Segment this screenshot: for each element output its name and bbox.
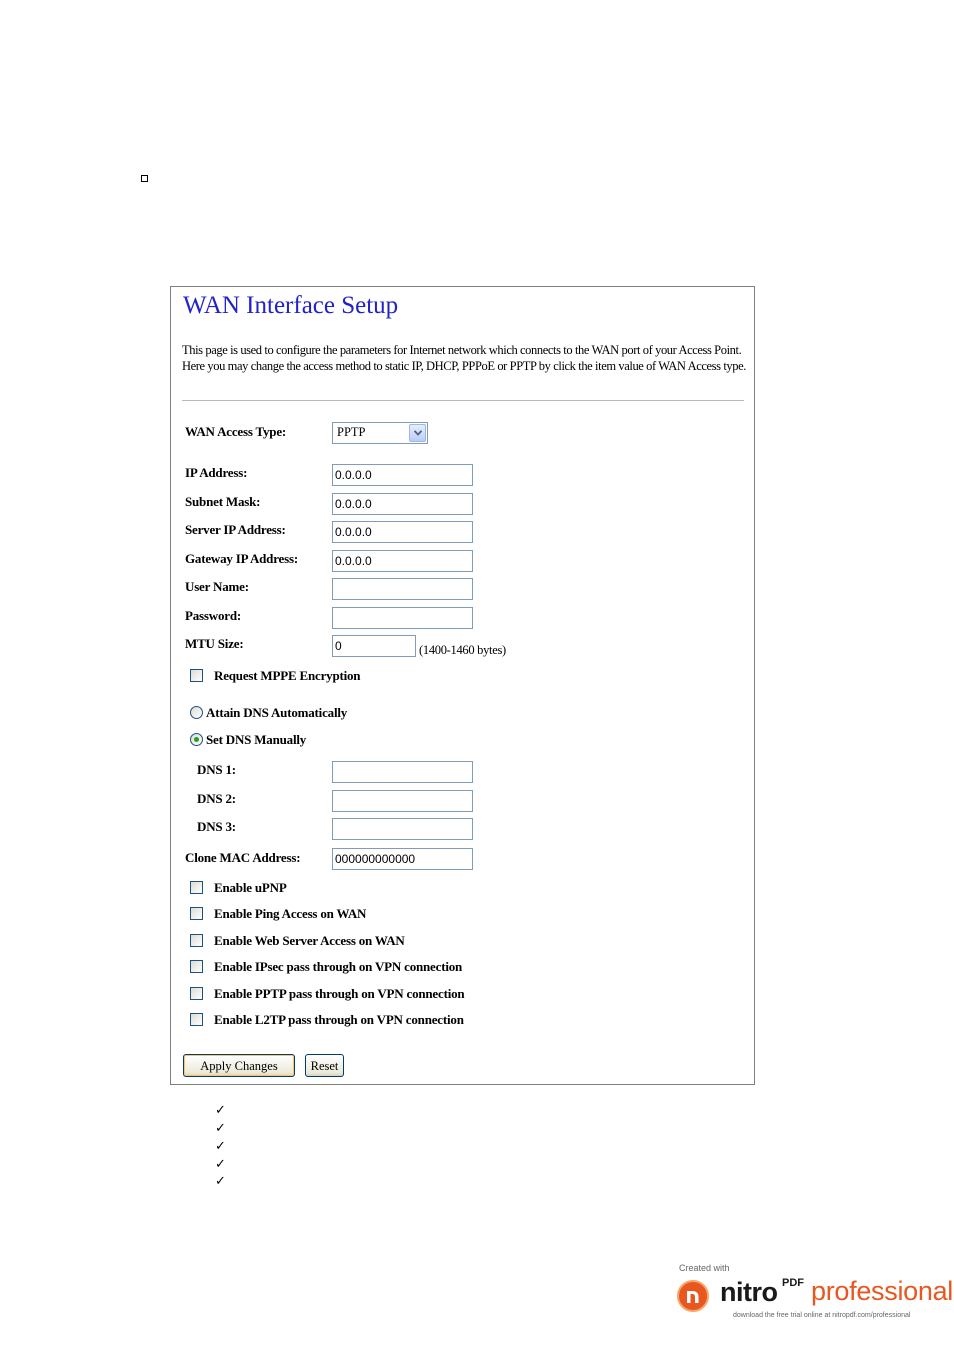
apply-changes-button[interactable]: Apply Changes — [183, 1054, 295, 1077]
user-name-input[interactable] — [332, 578, 473, 600]
check-mark-bullet: ✓ — [215, 1103, 226, 1118]
dns-manual-radio[interactable] — [190, 733, 203, 746]
subnet-mask-label: Subnet Mask: — [185, 494, 261, 509]
web-server-access-checkbox[interactable] — [190, 934, 203, 947]
clone-mac-label: Clone MAC Address: — [185, 850, 301, 865]
nitro-logo-icon — [677, 1280, 709, 1312]
subnet-mask-input[interactable] — [332, 493, 473, 515]
page-description: This page is used to configure the parameters for Internet network which connects to the WAN port of your Access Point. Here you may change the access method to static IP, DHCP, PPPoE or PPTP by click the item value of WAN Access type. — [182, 343, 746, 373]
radio-selected-dot — [194, 737, 199, 742]
dns3-label: DNS 3: — [197, 819, 236, 834]
pptp-passthrough-label: Enable PPTP pass through on VPN connection — [214, 986, 465, 1001]
server-ip-label: Server IP Address: — [185, 522, 286, 537]
dns-manual-label: Set DNS Manually — [206, 732, 307, 747]
dns2-input[interactable] — [332, 790, 473, 812]
pptp-passthrough-checkbox[interactable] — [190, 987, 203, 1000]
ping-access-label: Enable Ping Access on WAN — [214, 906, 367, 921]
wan-access-type-value: PPTP — [337, 425, 366, 439]
wan-setup-panel — [170, 286, 755, 1085]
password-label: Password: — [185, 608, 241, 623]
reset-button[interactable]: Reset — [305, 1054, 344, 1077]
watermark-pdf: PDF — [782, 1277, 804, 1289]
divider — [182, 400, 744, 401]
gateway-ip-input[interactable] — [332, 550, 473, 572]
upnp-label: Enable uPNP — [214, 880, 287, 895]
watermark-trial-text: download the free trial online at nitropdf.com/professional — [733, 1312, 911, 1319]
l2tp-passthrough-label: Enable L2TP pass through on VPN connection — [214, 1012, 464, 1027]
dns2-label: DNS 2: — [197, 791, 236, 806]
page-title: WAN Interface Setup — [183, 292, 399, 319]
mtu-size-hint: (1400-1460 bytes) — [419, 643, 506, 657]
ping-access-checkbox[interactable] — [190, 907, 203, 920]
watermark-professional: professional — [811, 1276, 953, 1306]
dns3-input[interactable] — [332, 818, 473, 840]
mtu-size-label: MTU Size: — [185, 636, 244, 651]
dns-auto-radio[interactable] — [190, 706, 203, 719]
mtu-size-input[interactable] — [332, 635, 416, 657]
server-ip-input[interactable] — [332, 521, 473, 543]
chevron-down-icon[interactable] — [409, 424, 426, 442]
check-mark-bullet: ✓ — [215, 1139, 226, 1154]
upnp-checkbox[interactable] — [190, 881, 203, 894]
mppe-checkbox[interactable] — [190, 669, 203, 682]
mppe-label: Request MPPE Encryption — [214, 668, 361, 683]
watermark-created-with: Created with — [679, 1263, 730, 1273]
password-input[interactable] — [332, 607, 473, 629]
ipsec-passthrough-label: Enable IPsec pass through on VPN connection — [214, 959, 463, 974]
ip-address-label: IP Address: — [185, 465, 248, 480]
check-mark-bullet: ✓ — [215, 1121, 226, 1136]
web-server-access-label: Enable Web Server Access on WAN — [214, 933, 405, 948]
check-mark-bullet: ✓ — [215, 1174, 226, 1189]
dns-auto-label: Attain DNS Automatically — [206, 705, 348, 720]
clone-mac-input[interactable] — [332, 848, 473, 870]
dns1-label: DNS 1: — [197, 762, 236, 777]
document-bullet-square — [141, 175, 148, 182]
gateway-ip-label: Gateway IP Address: — [185, 551, 298, 566]
ipsec-passthrough-checkbox[interactable] — [190, 960, 203, 973]
wan-access-type-label: WAN Access Type: — [185, 424, 287, 439]
wan-access-type-select[interactable] — [332, 422, 428, 444]
nitro-watermark — [677, 1263, 953, 1325]
check-mark-bullet: ✓ — [215, 1157, 226, 1172]
dns1-input[interactable] — [332, 761, 473, 783]
l2tp-passthrough-checkbox[interactable] — [190, 1013, 203, 1026]
ip-address-input[interactable] — [332, 464, 473, 486]
user-name-label: User Name: — [185, 579, 249, 594]
watermark-nitro: nitro — [720, 1277, 778, 1307]
